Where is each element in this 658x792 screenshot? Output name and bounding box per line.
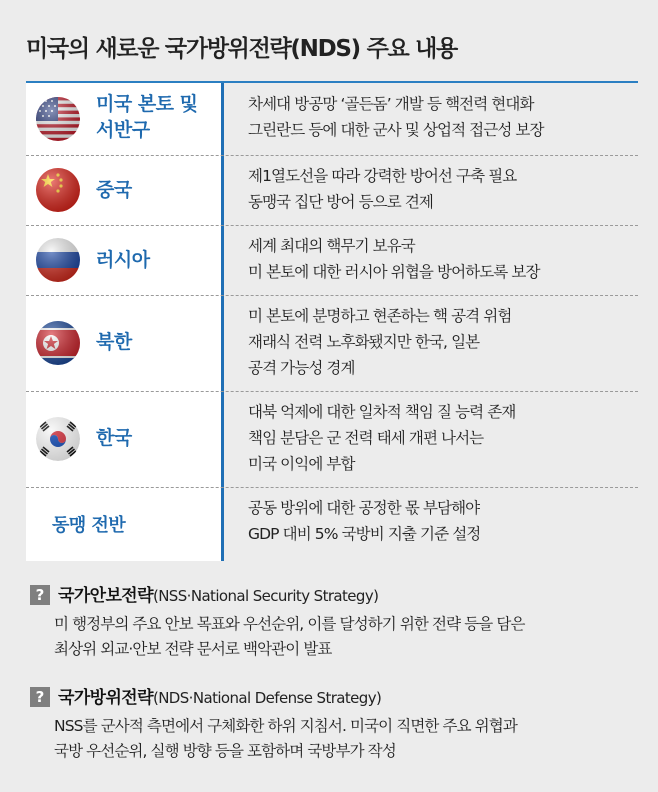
country-label-us <box>96 91 198 143</box>
north-korea-flag-icon <box>34 319 82 367</box>
country-label-north-korea: 북한 <box>96 331 132 353</box>
glossary-line: 미 행정부의 주요 안보 목표와 우선순위, 이를 달성하기 위한 전략 등을 담은 <box>54 615 525 633</box>
russia-flag-icon <box>34 236 82 284</box>
description-line: 미 본토에 대한 러시아 위협을 방어하도록 보장 <box>248 263 540 281</box>
glossary-title <box>58 581 378 606</box>
question-icon: ? <box>30 585 50 605</box>
description-line: 재래식 전력 노후화됐지만 한국, 일본 <box>248 333 480 351</box>
table-row-china <box>26 155 638 226</box>
us-flag-icon <box>34 95 82 143</box>
row-description <box>248 303 633 381</box>
description-line: 대북 억제에 대한 일차적 책임 질 능력 존재 <box>248 403 516 421</box>
country-label-china: 중국 <box>96 179 132 201</box>
country-label-russia: 러시아 <box>96 249 150 271</box>
country-label-line: 서반구 <box>96 119 150 141</box>
description-line: 공격 가능성 경계 <box>248 359 355 377</box>
china-flag-icon <box>34 166 82 214</box>
country-label-line: 미국 본토 및 <box>96 93 198 115</box>
row-description <box>248 233 633 285</box>
glossary-line: 최상위 외교·안보 전략 문서로 백악관이 발표 <box>54 640 332 658</box>
row-description <box>248 91 633 143</box>
description-line: 그린란드 등에 대한 군사 및 상업적 접근성 보장 <box>248 121 544 139</box>
description-line: 책임 분담은 군 전력 태세 개편 나서는 <box>248 429 484 447</box>
glossary-term: 국가방위전략 <box>58 688 153 708</box>
country-label-south-korea: 한국 <box>96 427 132 449</box>
glossary-subtitle: (NDS·National Defense Strategy) <box>152 689 382 707</box>
row-description <box>248 495 633 547</box>
description-line: 동맹국 집단 방어 등으로 견제 <box>248 193 433 211</box>
table-row-north-korea <box>26 295 638 392</box>
glossary-line: NSS를 군사적 측면에서 구체화한 하위 지침서. 미국이 직면한 주요 위협과 <box>54 717 517 735</box>
page-title: 미국의 새로운 국가방위전략(NDS) 주요 내용 <box>26 36 457 62</box>
row-description <box>248 399 633 477</box>
description-line: 공동 방위에 대한 공정한 몫 부담해야 <box>248 499 480 517</box>
glossary-body <box>54 612 654 662</box>
table-row-south-korea <box>26 391 638 488</box>
glossary-body <box>54 714 654 764</box>
country-label-allies: 동맹 전반 <box>52 515 126 536</box>
description-line: 제1열도선을 따라 강력한 방어선 구축 필요 <box>248 167 517 185</box>
nds-summary-table <box>26 81 638 561</box>
glossary-line: 국방 우선순위, 실행 방향 등을 포함하며 국방부가 작성 <box>54 742 396 760</box>
table-row-us <box>26 83 638 156</box>
table-row-allies <box>26 487 638 561</box>
description-line: 미 본토에 분명하고 현존하는 핵 공격 위험 <box>248 307 512 325</box>
glossary-term: 국가안보전략 <box>58 586 153 606</box>
south-korea-flag-icon <box>34 415 82 463</box>
row-description <box>248 163 633 215</box>
glossary-title <box>58 683 381 708</box>
table-row-russia <box>26 225 638 296</box>
description-line: 미국 이익에 부합 <box>248 455 355 473</box>
description-line: 세계 최대의 핵무기 보유국 <box>248 237 415 255</box>
description-line: 차세대 방공망 ‘골든돔’ 개발 등 핵전력 현대화 <box>248 95 534 113</box>
description-line: GDP 대비 5% 국방비 지출 기준 설정 <box>248 525 481 543</box>
question-icon: ? <box>30 687 50 707</box>
glossary-subtitle: (NSS·National Security Strategy) <box>152 587 379 605</box>
